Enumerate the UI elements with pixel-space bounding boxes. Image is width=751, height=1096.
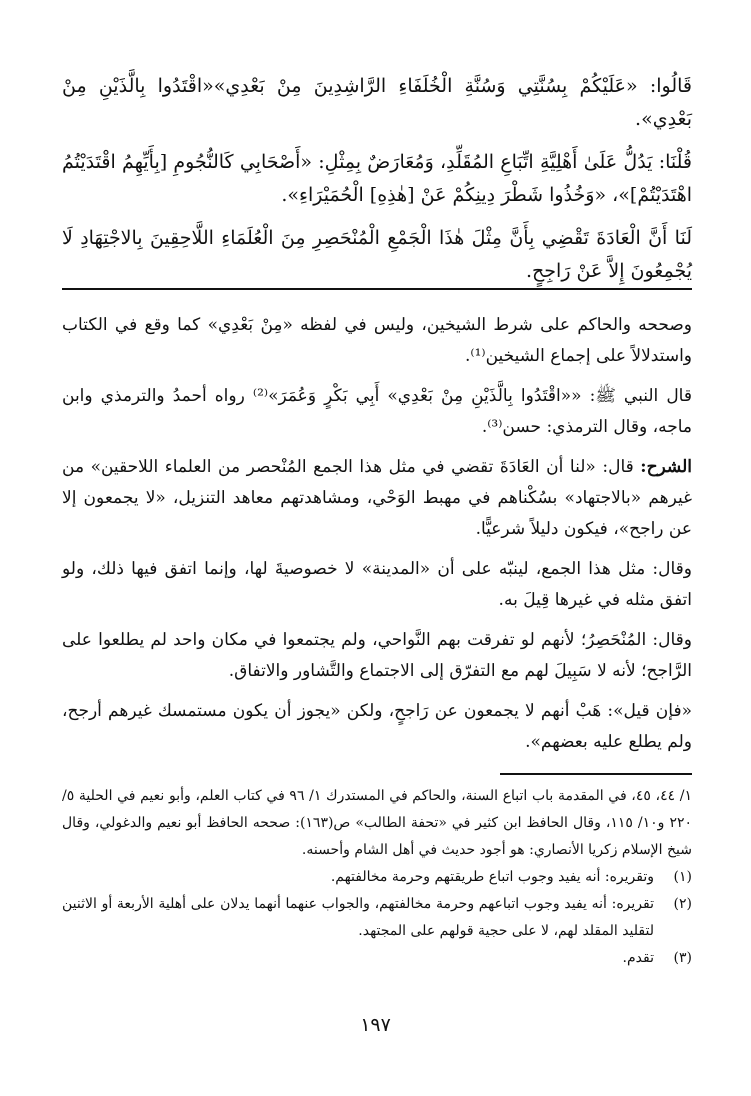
commentary-paragraph: وقال: المُنْحَصِرُ؛ لأنهم لو تفرقت بهم النَّواحي، ولم يجتمعوا في مكان واحد لم يطلعوا على الرَّاجح؛ لأنه لا سَبِيلَ لهم مع التفرّق إلى الاجتماع والتَّشاور والاتفاق. (62, 630, 692, 681)
footnote-intro: ١/ ٤٤، ٤٥، في المقدمة باب اتباع السنة، والحاكم في المستدرك ١/ ٩٦ في كتاب العلم، وأبو نعيم في الحلية ٥/ ٢٢٠ و١٠/ ١١٥، وقال الحافظ ابن كثير في «تحفة الطالب» ص(١٦٣): صححه الحافظ أبو نعيم والدغولي، وقال شيخ الإسلام زكريا الأنصاري: هو أجود حديث في أهل الشام وأحسنه. (62, 788, 693, 858)
footnote-text: تقريره: أنه يفيد وجوب اتباعهم وحرمة مخالفتهم، والجواب عنهما أنهما يدلان على أهلية الأربعة أو الاثنين لتقليد المقلد لهم، لا على حجية قولهم على المجتهد. (62, 896, 654, 939)
footnote-text: وتقريره: أنه يفيد وجوب اتباع طريقتهم وحرمة مخالفتهم. (330, 869, 654, 885)
footnote-number: (٣) (673, 950, 692, 966)
main-separator (62, 288, 692, 290)
main-text (62, 70, 692, 298)
main-paragraph: لَنَا أَنَّ الْعَادَةَ تَقْضِي بِأَنَّ مِثْلَ هٰذَا الْجَمْعِ الْمُنْحَصِرِ مِنَ الْعُلَمَاءِ اللَّاحِقِينَ بِالاجْتِهَادِ لَا يُجْمِعُونَ إِلاَّ عَنْ رَاجِحٍ. (62, 227, 692, 282)
sharh-text: قال: «لنا أن العَادَةَ تقضي في مثل هذا الجمع المُنْحصر من العلماء اللاحقين» من غيرهم «بالاجتهاد» بسُكْناهم في مهبط الوَحْي، ومشاهدتهم معاهد التنزيل، «لا يجمعون إلا عن راجح»، فيكون دليلاً شرعيًّا. (62, 457, 692, 539)
commentary-paragraph: وصححه والحاكم على شرط الشيخين، وليس في لفظه «مِنْ بَعْدِي» كما وقع في الكتاب واستدلالاً على إجماع الشيخين⁽¹⁾. (62, 315, 692, 366)
sharh-label: الشرح: (640, 457, 692, 477)
footnote-item (62, 891, 692, 945)
footnote-item (62, 864, 692, 891)
footnote-separator (500, 773, 692, 775)
footnote-text: تقدم. (622, 950, 654, 966)
commentary-paragraph (62, 452, 692, 545)
commentary (62, 310, 692, 767)
commentary-paragraph: وقال: مثل هذا الجمع، لينبّه على أن «المدينة» لا خصوصيةَ لها، وإنما اتفق فيها ذلك، ولو اتفق مثله في غيرها قِيلَ به. (62, 559, 692, 610)
footnote-number: (٢) (673, 896, 692, 912)
footnote-item (62, 945, 692, 972)
footnote-number: (١) (673, 869, 692, 885)
commentary-paragraph: «فإن قيل»: هَبْ أنهم لا يجمعون عن رَاجحٍ، ولكن «يجوز أن يكون مستمسك غيرهم أرجح، ولم يطلع عليه بعضهم». (62, 701, 692, 752)
main-paragraph: قَالُوا: «عَلَيْكُمْ بِسُنَّتِي وَسُنَّةِ الْخُلَفَاءِ الرَّاشِدِينَ مِنْ بَعْدِي»«اقْتَدُوا بِالَّذَيْنِ مِنْ بَعْدِي». (62, 75, 692, 130)
footnotes (62, 783, 692, 972)
page-number: ١٩٧ (360, 1014, 391, 1036)
commentary-paragraph: قال النبي ﷺ: ««اقْتَدُوا بِالَّذَيْنِ مِنْ بَعْدِي» أَبِي بَكْرٍ وَعُمَرَ»⁽²⁾ رواه أحمدُ والترمذي وابن ماجه، وقال الترمذي: حسن⁽³⁾. (62, 386, 692, 437)
main-paragraph: قُلْنَا: يَدُلُّ عَلَىٰ أَهْلِيَّةِ اتِّبَاعِ المُقَلِّدِ، وَمُعَارَضٌ بِمِثْلِ: «أَصْحَابِي كَالنُّجُومِ [بِأَيِّهِمُ اقْتَدَيْتُمُ اهْتَدَيْتُمْ]»، «وَخُذُوا شَطْرَ دِينِكُمْ عَنْ [هٰذِهِ] الْحُمَيْرَاءِ». (62, 151, 692, 206)
